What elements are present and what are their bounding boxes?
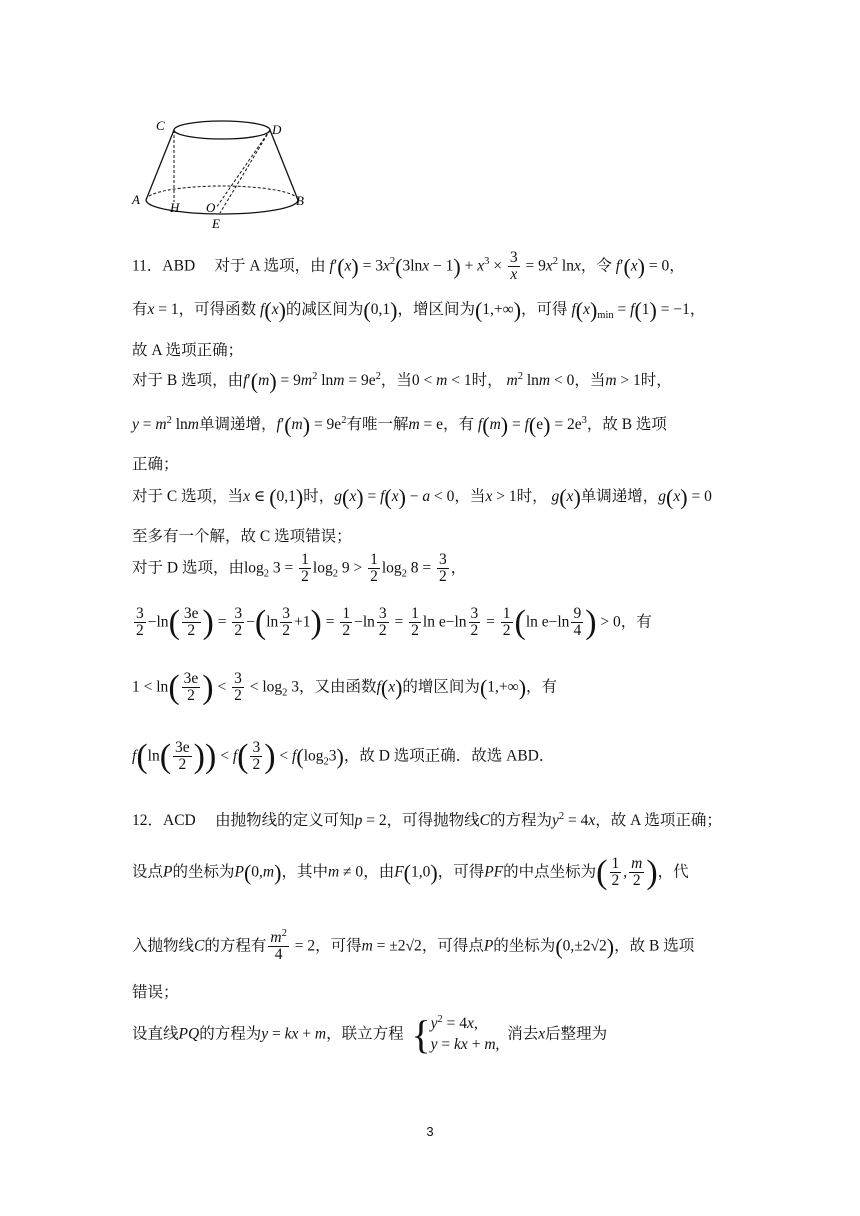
label-d: D <box>272 122 282 137</box>
frustum-figure <box>126 108 316 238</box>
segment-do <box>216 130 270 208</box>
q12-line-5: 设直线PQ的方程为y = kx + m，联立方程 { $y^2 = 4x$, y = kx + m, 消去x后整理为 <box>132 1011 608 1057</box>
top-ellipse <box>174 121 270 139</box>
q11-line-7: 对于 C 选项，当x ∈ (0,1)时，g(x) = f(x) − a < 0，当x > 1时， g(x)单调递增，g(x) = 0 <box>132 484 712 510</box>
q11-line-4: 对于 B 选项，由$f'(m) = 9m^2$ $\ln m = 9e^2$，当0 < m < 1时， $m^2$ lnm < 0，当m > 1时， <box>132 368 672 394</box>
label-b: B <box>296 193 304 208</box>
q12-line-4: 错误； <box>132 984 179 1001</box>
label-o: O <box>206 200 216 215</box>
q12-line-2: 设点P的坐标为P(0,m)，其中m ≠ 0，由F(1,0)，可得PF的中点坐标为( $\frac{1}{2}$ , $\frac{m}{2}$ )，代 <box>132 853 689 891</box>
q11-line-2: 有x = 1，可得函数 f(x)的减区间为(0,1)，增区间为(1,+∞)，可得 $f(x)_{min} = f(1) = -1$， <box>132 297 706 323</box>
q11-line-1: 11．ABD 对于 A 选项，由 $f'(x) = 3x^2(3\ln x - 1) + x^3$ × $\frac{3}{x}$ = $9x^2$ lnx，令 f′(x) = 0， <box>132 249 685 284</box>
q11-line-3: 故 A 选项正确； <box>132 342 244 359</box>
q11-line-12: f(ln( $\frac{3e}{2}$ )) < f( $\frac{3}{2}$ ) < $f(\log_23)$，故 D 选项正确．故选 ABD． <box>132 737 555 775</box>
page-number: 3 <box>426 1124 434 1139</box>
q11-line-9: 对于 D 选项，由$\log_2 3$ = $\frac{1}{2}$ $\log_2 9$ > $\frac{1}{2}$ $\log_2 8$ = $\frac{3}{2}$ ， <box>132 551 467 586</box>
q11-line-6: 正确； <box>132 456 179 473</box>
q12-line-1: 12．ACD 由抛物线的定义可知p = 2，可得抛物线C的方程为$y^2 = 4x$，故 A 选项正确； <box>132 810 722 829</box>
label-a: A <box>132 192 140 207</box>
bottom-ellipse-front <box>146 200 298 214</box>
q11-line-10: $\frac{3}{2}$ −ln( $\frac{3e}{2}$ ) = $\frac{3}{2}$ −(ln $\frac{3}{2}$ +1) = $\frac{1}{2}$ −ln $\frac{3}{2}$ = $\frac{1}{2}$ ln e−ln $\frac{3}{2}$ = $\frac{1}{2}$ (ln e−ln $\frac{9}{4}$ ) > 0，有 <box>136 603 652 641</box>
q11-line-5: $y = m^2$ lnm单调递增，$f'(m) = 9e^2$有唯一解m = e，有 $f(m) = f(e) = 2e^3$，故 B 选项 <box>132 412 667 438</box>
q12-line-3: 入抛物线C的方程有 $\frac{m^2}{4}$ = 2，可得m = ±2√2，可得点P的坐标为(0,±2√2)，故 B 选项 <box>132 927 695 964</box>
bottom-ellipse-back <box>146 186 298 200</box>
segment-de <box>220 130 270 213</box>
q11-line-8: 至多有一个解，故 C 选项错误； <box>132 528 352 545</box>
q11-line-11: 1 < ln( $\frac{3e}{2}$ ) < $\frac{3}{2}$ < $\log_2 3$，又由函数f(x)的增区间为(1,+∞)，有 <box>132 668 558 706</box>
label-h: H <box>170 200 180 215</box>
label-c: C <box>156 118 165 133</box>
label-e: E <box>212 216 220 231</box>
